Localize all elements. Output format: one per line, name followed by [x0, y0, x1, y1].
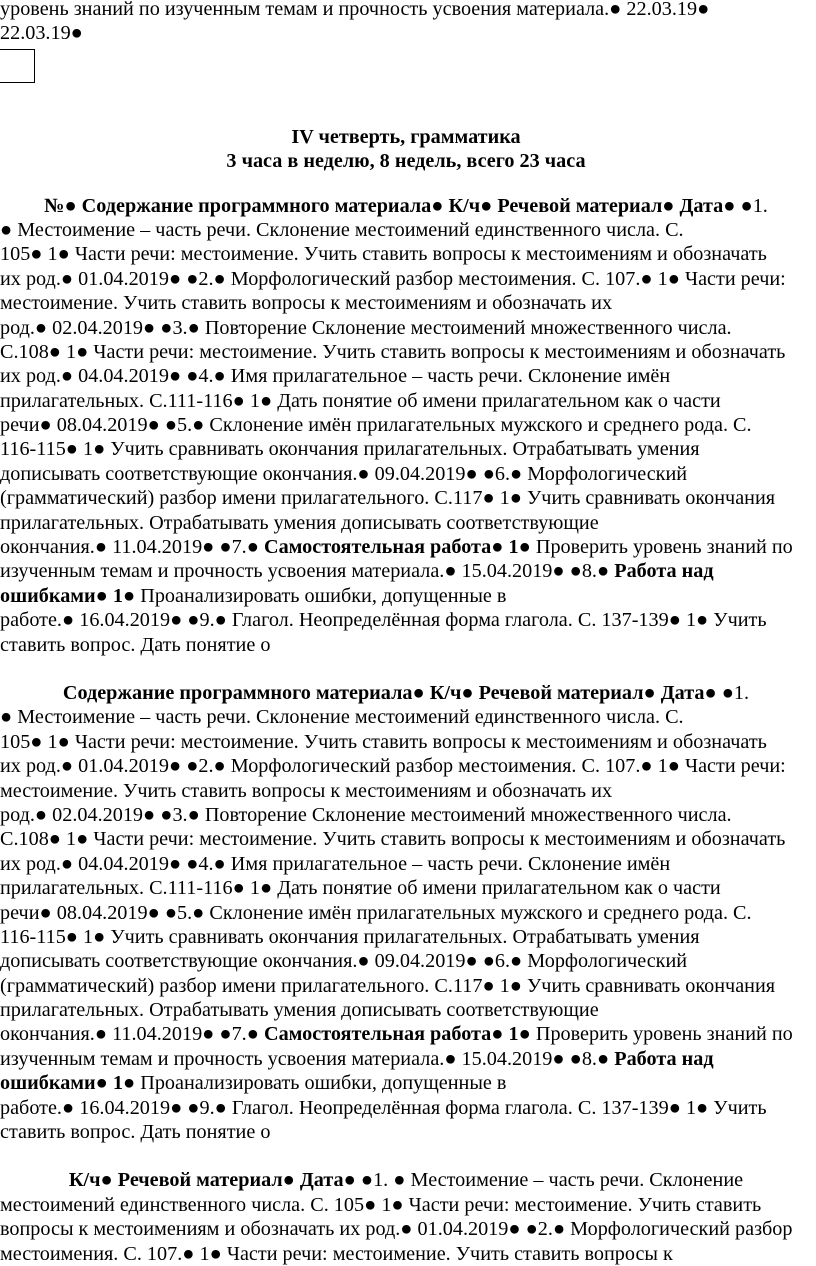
text-run: 116-115● 1● Учить сравнивать окончания прилагательных. Отрабатывать умения	[0, 438, 700, 461]
text-run: изученным темам и прочность усвоения материала.● 15.04.2019● ●8.●	[0, 560, 615, 583]
table-text-line	[0, 1193, 812, 1217]
text-run: местоимение. Учить ставить вопросы к местоимениям и обозначать их	[0, 292, 613, 315]
text-run: 116-115● 1● Учить сравнивать окончания прилагательных. Отрабатывать умения	[0, 925, 700, 948]
program-table-block-3	[0, 1168, 812, 1266]
table-text-line	[0, 803, 812, 827]
table-text-line	[0, 608, 812, 632]
table-text-line	[0, 827, 812, 851]
table-text-line	[0, 1242, 812, 1266]
table-text-line	[0, 413, 812, 437]
table-text-line	[0, 925, 812, 949]
table-text-line	[0, 486, 812, 510]
text-run: прилагательных. С.111-116● 1● Дать понятие об имени прилагательном как о части	[0, 389, 721, 412]
table-text-line	[0, 194, 812, 218]
text-run: Проверить уровень знаний по	[530, 536, 793, 559]
section-title: IV четверть, грамматика	[291, 125, 521, 148]
text-run: местоимения. С. 107.● 1● Части речи: местоимение. Учить ставить вопросы к	[0, 1242, 673, 1265]
table-text-line	[0, 559, 812, 583]
bold-run: Самостоятельная работа● 1●	[263, 1023, 531, 1046]
text-run: Проанализировать ошибки, допущенные в	[135, 1072, 507, 1095]
program-table-block-1	[0, 194, 812, 657]
text-run: прилагательных. Отрабатывать умения дописывать соответствующие	[0, 999, 599, 1022]
table-text-line	[0, 730, 812, 754]
text-run: окончания.● 11.04.2019● ●7.●	[0, 536, 264, 559]
table-text-line	[0, 998, 812, 1022]
text-run: прилагательных. С.111-116● 1● Дать понятие об имени прилагательном как о части	[0, 877, 721, 900]
text-run: прилагательных. Отрабатывать умения дописывать соответствующие	[0, 511, 599, 534]
text-run: (грамматический) разбор имени прилагательного. С.117● 1● Учить сравнивать окончания	[0, 487, 776, 510]
table-text-line	[0, 584, 812, 608]
bold-run: Самостоятельная работа● 1●	[263, 536, 531, 559]
text-run: 105● 1● Части речи: местоимение. Учить ставить вопросы к местоимениям и обозначать	[0, 243, 767, 266]
text-run: ●1. ● Местоимение – часть речи. Склонение	[355, 1169, 744, 1192]
bold-run: Работа над	[614, 560, 714, 583]
table-text-line	[0, 437, 812, 461]
bold-run: ошибками● 1●	[0, 584, 136, 607]
table-text-line	[0, 340, 812, 364]
text-run: род.● 02.04.2019● ●3.● Повторение Склонение местоимений множественного числа.	[0, 316, 732, 339]
table-text-line	[0, 511, 812, 535]
table-text-line	[0, 535, 812, 559]
top-text-line-2: 22.03.19●	[0, 22, 83, 45]
table-text-line	[0, 1022, 812, 1046]
bold-run: №● Содержание программного материала● К/ч● Речевой материал● Дата●	[44, 194, 736, 217]
top-text-line-1: уровень знаний по изученным темам и прочность усвоения материала.● 22.03.19●	[0, 0, 710, 20]
text-run: работе.● 16.04.2019● ●9.● Глагол. Неопределённая форма глагола. С. 137-139● 1● Учить	[0, 609, 767, 632]
text-run: Проверить уровень знаний по	[530, 1023, 793, 1046]
table-text-line	[0, 316, 812, 340]
text-run: окончания.● 11.04.2019● ●7.●	[0, 1023, 264, 1046]
text-run: ● Местоимение – часть речи. Склонение местоимений единственного числа. С.	[0, 706, 684, 729]
text-run: дописывать соответствующие окончания.● 09.04.2019● ●6.● Морфологический	[0, 950, 688, 973]
text-run: ● Местоимение – часть речи. Склонение местоимений единственного числа. С.	[0, 218, 684, 241]
table-text-line	[0, 705, 812, 729]
text-run: их род.● 01.04.2019● ●2.● Морфологический разбор местоимения. С. 107.● 1● Части речи:	[0, 267, 786, 290]
table-text-line	[0, 633, 812, 657]
text-run: род.● 02.04.2019● ●3.● Повторение Склонение местоимений множественного числа.	[0, 803, 732, 826]
table-text-line	[0, 389, 812, 413]
table-text-line	[0, 1168, 812, 1192]
text-run: речи● 08.04.2019● ●5.● Склонение имён прилагательных мужского и среднего рода. С.	[0, 414, 752, 437]
empty-box	[0, 49, 35, 83]
table-text-line	[0, 852, 812, 876]
text-run: местоимение. Учить ставить вопросы к местоимениям и обозначать их	[0, 779, 613, 802]
table-text-line	[0, 242, 812, 266]
text-run: (грамматический) разбор имени прилагательного. С.117● 1● Учить сравнивать окончания	[0, 974, 776, 997]
text-run: местоимений единственного числа. С. 105● 1● Части речи: местоимение. Учить ставить	[0, 1193, 762, 1216]
text-run: ставить вопрос. Дать понятие о	[0, 1121, 271, 1144]
table-text-line	[0, 901, 812, 925]
text-run: Проанализировать ошибки, допущенные в	[135, 584, 507, 607]
text-run: ставить вопрос. Дать понятие о	[0, 633, 271, 656]
table-text-line	[0, 364, 812, 388]
program-table-block-2	[0, 681, 812, 1144]
table-text-line	[0, 974, 812, 998]
text-run: ●1.	[716, 681, 750, 704]
text-run: работе.● 16.04.2019● ●9.● Глагол. Неопределённая форма глагола. С. 137-139● 1● Учить	[0, 1096, 767, 1119]
table-text-line	[0, 1120, 812, 1144]
text-run: ●1.	[735, 194, 768, 217]
text-run: С.108● 1● Части речи: местоимение. Учить ставить вопросы к местоимениям и обозначать	[0, 828, 786, 851]
table-text-line	[0, 1217, 812, 1241]
table-text-line	[0, 876, 812, 900]
text-run: речи● 08.04.2019● ●5.● Склонение имён прилагательных мужского и среднего рода. С.	[0, 901, 752, 924]
table-text-line	[0, 218, 812, 242]
text-run: их род.● 04.04.2019● ●4.● Имя прилагательное – часть речи. Склонение имён	[0, 365, 671, 388]
text-run: их род.● 01.04.2019● ●2.● Морфологический разбор местоимения. С. 107.● 1● Части речи:	[0, 755, 786, 778]
table-text-line	[0, 1071, 812, 1095]
table-text-line	[0, 949, 812, 973]
table-text-line	[0, 267, 812, 291]
text-run: дописывать соответствующие окончания.● 09.04.2019● ●6.● Морфологический	[0, 462, 688, 485]
text-run: вопросы к местоимениям и обозначать их род.● 01.04.2019● ●2.● Морфологический разбор	[0, 1218, 793, 1241]
bold-run: Работа над	[614, 1047, 714, 1070]
table-text-line	[0, 1096, 812, 1120]
text-run: 105● 1● Части речи: местоимение. Учить ставить вопросы к местоимениям и обозначать	[0, 730, 767, 753]
table-text-line	[0, 1047, 812, 1071]
bold-run: ошибками● 1●	[0, 1072, 136, 1095]
bold-run: Содержание программного материала● К/ч● Речевой материал● Дата●	[62, 681, 717, 704]
bold-run: К/ч● Речевой материал● Дата●	[68, 1169, 356, 1192]
table-text-line	[0, 291, 812, 315]
text-run: их род.● 04.04.2019● ●4.● Имя прилагательное – часть речи. Склонение имён	[0, 852, 671, 875]
table-text-line	[0, 462, 812, 486]
text-run: изученным темам и прочность усвоения материала.● 15.04.2019● ●8.●	[0, 1047, 615, 1070]
table-text-line	[0, 754, 812, 778]
table-text-line	[0, 681, 812, 705]
text-run: С.108● 1● Части речи: местоимение. Учить ставить вопросы к местоимениям и обозначать	[0, 340, 786, 363]
table-text-line	[0, 779, 812, 803]
section-subtitle: 3 часа в неделю, 8 недель, всего 23 часа	[226, 150, 586, 173]
